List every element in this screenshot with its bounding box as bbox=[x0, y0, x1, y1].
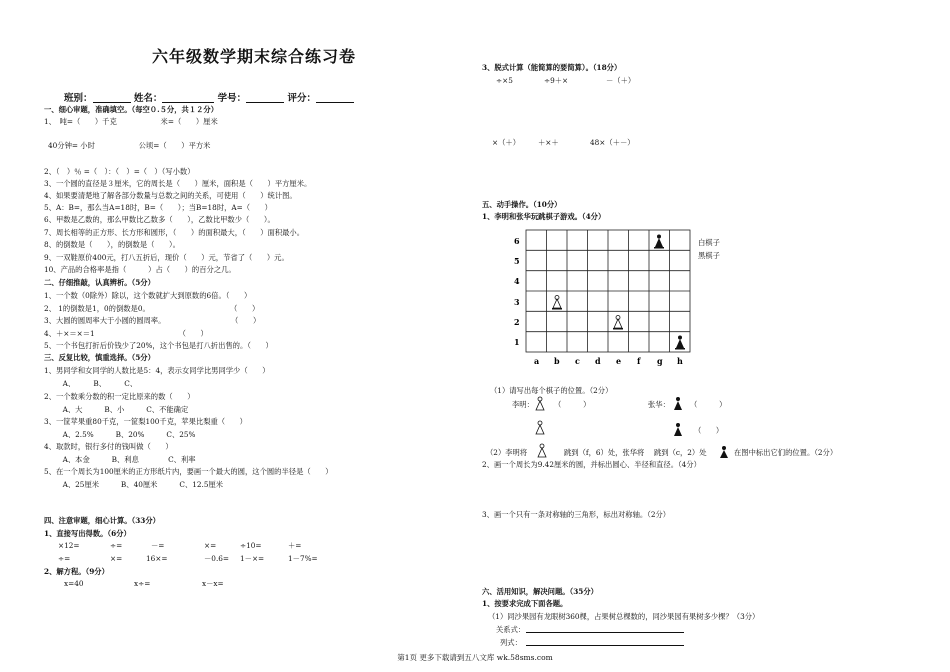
calc-item: ×= bbox=[110, 554, 123, 563]
white-piece-icon bbox=[534, 420, 548, 436]
s5-q1b-part: 在图中标出它们的位置。（2分） bbox=[734, 448, 838, 457]
section2-heading: 二、仔细推敲，认真辨析。（5分） bbox=[44, 278, 155, 287]
s2-line: 2、 1的倒数是1，0的倒数是0。 （ ） bbox=[44, 304, 260, 313]
s3-line: 4、取款时，银行多付的钱叫做（ ） bbox=[44, 442, 173, 451]
calc-item: 16×= bbox=[146, 554, 168, 563]
section5-heading: 五、动手操作。（10分） bbox=[482, 200, 562, 209]
col-label: d bbox=[595, 356, 601, 366]
s5-q1b-part: 跳到（f，6）处，张华将 bbox=[564, 448, 645, 457]
equation: x－x= bbox=[202, 579, 224, 588]
s5-q2: 2、画一个周长为9.42厘米的圆，并标出圆心、半径和直径。（4分） bbox=[482, 460, 701, 469]
col-label: e bbox=[616, 356, 622, 366]
s1-line: 40分钟= 小时 公顷=（ ）平方米 bbox=[48, 141, 211, 150]
s5-q1: 1、李明和张华玩跳棋子游戏。（4分） bbox=[482, 212, 606, 221]
s5-q1b-part: （2）李明将 bbox=[486, 448, 528, 457]
s5-q3: 3、画一个只有一条对称轴的三角形，标出对称轴。（2分） bbox=[482, 510, 671, 519]
row-label: 6 bbox=[514, 236, 520, 246]
col-label: f bbox=[637, 356, 641, 366]
col-label: c bbox=[575, 356, 580, 366]
s5-q1b-part: 跳到（c，2）处 bbox=[654, 448, 707, 457]
section4-heading: 四、注意审题，细心计算。（33分） bbox=[44, 516, 160, 525]
step-calc: ÷9＋× bbox=[544, 76, 569, 85]
class-field[interactable] bbox=[93, 93, 131, 103]
formula-label: 列式： bbox=[500, 638, 522, 647]
s1-line: 6、甲数是乙数的，那么甲数比乙数多（ ），乙数比甲数少（ ）。 bbox=[44, 215, 275, 224]
calc-item: －0.6= bbox=[204, 554, 230, 563]
s6-q1a: （1）同沙果园有龙眼树360棵，占果树总棵数的，同沙果园有果树多少棵？（3分） bbox=[488, 612, 760, 621]
s6-q1: 1、按要求完成下面各题。 bbox=[482, 599, 568, 608]
col-label: b bbox=[554, 356, 560, 366]
s1-line: 9、一双鞋原价400元，打八五折后，现价（ ）元，节省了（ ）元。 bbox=[44, 253, 289, 262]
s1-line: 10、产品的合格率是指（ ）占（ ）的百分之几。 bbox=[44, 265, 236, 274]
row-label: 1 bbox=[514, 337, 520, 347]
page-title: 六年级数学期末综合练习卷 bbox=[152, 47, 357, 66]
answer-paren[interactable]: （ ） bbox=[694, 426, 724, 435]
s1-line: 8、的倒数是（ ），的倒数是（ ）。 bbox=[44, 240, 180, 249]
s2-line: 3、大圆的圆周率大于小圆的圆周率。 （ ） bbox=[44, 316, 261, 325]
s1-line: 4、如果要清楚地了解各部分数量与总数之间的关系，可使用（ ）统计图。 bbox=[44, 191, 297, 200]
step-calc: 48×（＋－） bbox=[590, 138, 635, 147]
step-calc: ＋×＋ bbox=[538, 138, 559, 147]
black-piece-h1[interactable] bbox=[675, 336, 685, 350]
number-label: 学号： bbox=[217, 93, 247, 104]
name-label: 姓名： bbox=[133, 93, 163, 104]
s4-sub1: 1、直接写出得数。（6分） bbox=[44, 529, 131, 538]
step-calc: ÷×5 bbox=[496, 76, 513, 85]
white-piece-icon bbox=[534, 396, 548, 412]
calc-item: ＋= bbox=[288, 541, 302, 550]
liming-label: 李明： bbox=[512, 400, 534, 409]
white-piece-icon bbox=[536, 443, 550, 459]
score-label: 评分： bbox=[287, 93, 316, 104]
calc-item: －= bbox=[151, 541, 165, 550]
relation-label: 关系式： bbox=[496, 625, 526, 634]
game-board bbox=[502, 228, 752, 370]
s5-q1a: （1）请写出每个棋子的位置。（2分） bbox=[490, 386, 613, 395]
calc-item: ÷= bbox=[110, 541, 123, 550]
class-label: 班别： bbox=[64, 93, 93, 104]
legend-white: 白棋子 bbox=[698, 238, 720, 247]
s1-line: 5、A：B=，那么当A=18时，B=（ ）；当B=18时，A=（ ） bbox=[44, 203, 272, 212]
s1-line: 3、一个圆的直径是３厘米，它的周长是（ ）厘米，面积是（ ）平方厘米。 bbox=[44, 179, 312, 188]
name-field[interactable] bbox=[162, 93, 214, 103]
calc-item: ×12= bbox=[58, 541, 80, 550]
step-calc: ×（＋） bbox=[492, 138, 521, 147]
calc-item: 1－7%= bbox=[288, 554, 318, 563]
calc-item: ÷10= bbox=[240, 541, 262, 550]
equation: x÷= bbox=[134, 579, 151, 588]
board-grid bbox=[526, 230, 690, 352]
number-field[interactable] bbox=[246, 93, 284, 103]
row-label: 2 bbox=[514, 317, 520, 327]
s3-line: 5、在一个周长为100厘米的正方形纸片内，要画一个最大的圆，这个圆的半径是（ ） bbox=[44, 467, 333, 476]
s3-line: 2、一个数乘分数的积一定比原来的数（ ） bbox=[44, 392, 195, 401]
answer-paren[interactable]: （ ） bbox=[690, 400, 727, 409]
s2-line: 5、一个书包打折后价钱少了20%，这个书包是打八折出售的。（ ） bbox=[44, 341, 273, 350]
black-piece-icon bbox=[672, 422, 686, 438]
legend-black: 黑棋子 bbox=[698, 251, 720, 260]
equation: x=40 bbox=[64, 579, 84, 588]
section1-heading: 一、细心审题，准确填空。（每空０.５分，共１２分） bbox=[44, 105, 219, 114]
calc-item: ×= bbox=[204, 541, 217, 550]
zhanghua-label: 张华： bbox=[648, 400, 670, 409]
s3-line: 3、一筐苹果重80千克，一筐梨100千克，苹果比梨重（ ） bbox=[44, 417, 247, 426]
s1-line: 1、 吨=（ ）千克 米=（ ）厘米 bbox=[44, 117, 218, 126]
calc-item: ÷= bbox=[58, 554, 71, 563]
s1-line: 2、（ ）％ =（ ）：（ ）=（ ）（写小数） bbox=[44, 167, 195, 176]
s3-line: 1、男同学和女同学的人数比是5：4，表示女同学比男同学少（ ） bbox=[44, 366, 270, 375]
step-calc: －（＋） bbox=[606, 76, 636, 85]
row-label: 3 bbox=[514, 297, 520, 307]
white-piece-e2[interactable] bbox=[613, 316, 623, 330]
page-footer: 第1页 更多下载请到五八文库 wk.58sms.com bbox=[397, 653, 553, 662]
calc-item: 1－×= bbox=[240, 554, 265, 563]
white-piece-b3[interactable] bbox=[552, 296, 562, 310]
row-label: 4 bbox=[514, 276, 520, 286]
black-piece-g6[interactable] bbox=[654, 235, 664, 249]
s3-line: A、本金 B、利息 C、利率 bbox=[48, 455, 196, 464]
s2-line: 4、＋×＝×＝1 （ ） bbox=[44, 329, 208, 338]
answer-paren[interactable]: （ ） bbox=[554, 400, 591, 409]
row-label: 5 bbox=[514, 256, 520, 266]
s1-line: 7、周长相等的正方形、长方形和圆形，（ ）的面积最大，（ ）面积最小。 bbox=[44, 228, 305, 237]
s3-line: A、大 B、小 C、不能确定 bbox=[48, 405, 189, 414]
section6-heading: 六、活用知识，解决问题。（35分） bbox=[482, 587, 598, 596]
formula-answer-line[interactable] bbox=[526, 645, 684, 646]
s3-line: A、2.5% B、20% C、25% bbox=[48, 430, 196, 439]
col-label: a bbox=[534, 356, 540, 366]
s3-line: A、25厘米 B、40厘米 C、12.5厘米 bbox=[48, 480, 224, 489]
section3-heading: 三、反复比较，慎重选择。（5分） bbox=[44, 353, 155, 362]
col-label: h bbox=[677, 356, 683, 366]
relation-answer-line[interactable] bbox=[526, 632, 684, 633]
black-piece-icon bbox=[718, 445, 732, 459]
s2-line: 1、一个数（0除外）除以，这个数就扩大到原数的6倍。（ ） bbox=[44, 291, 252, 300]
col-label: g bbox=[657, 356, 663, 366]
black-piece-icon bbox=[672, 396, 686, 412]
student-info-row bbox=[64, 93, 354, 103]
s4-sub2: 2、解方程。（9分） bbox=[44, 567, 109, 576]
r-s3-heading: 3、脱式计算（能简算的要简算）。（18分） bbox=[482, 63, 622, 72]
s3-line: A、 B、 C、 bbox=[48, 379, 138, 388]
score-field[interactable] bbox=[316, 93, 354, 103]
